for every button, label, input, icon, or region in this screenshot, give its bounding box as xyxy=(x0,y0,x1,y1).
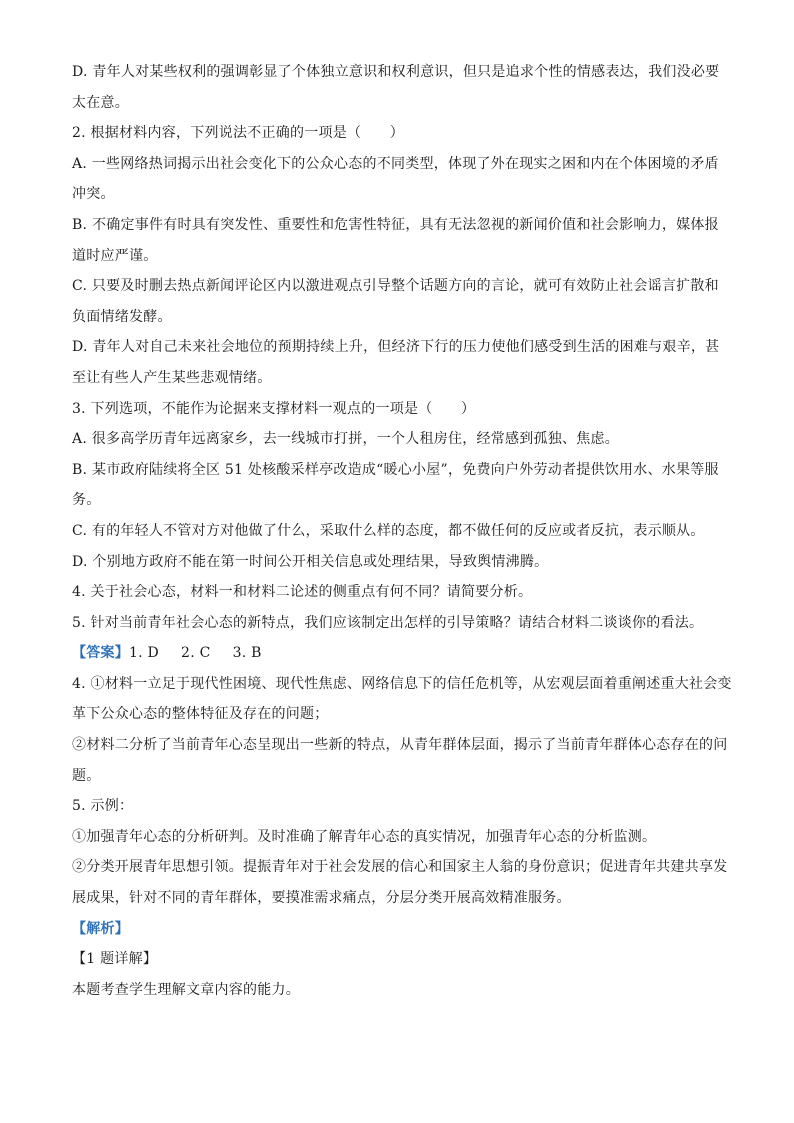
text-line: 太在意。 xyxy=(72,94,129,111)
answer-1: 1. D xyxy=(129,645,160,662)
analysis-label: 【解析】 xyxy=(72,920,129,937)
question-4: 4. 关于社会心态，材料一和材料二论述的侧重点有何不同？请简要分析。 xyxy=(72,584,533,601)
text-line: 题。 xyxy=(72,767,101,784)
text-line: D. 青年人对某些权利的强调彰显了个体独立意识和权利意识，但只是追求个性的情感表达，我们没必要 xyxy=(72,64,720,80)
answer-2: 2. C xyxy=(181,645,211,662)
answer-3: 3. B xyxy=(232,645,262,662)
text-line: 至让有些人产生某些悲观情绪。 xyxy=(72,369,272,386)
text-line: 展成果，针对不同的青年群体，要摸准需求痛点，分层分类开展高效精准服务。 xyxy=(72,890,571,907)
detail-heading: 【1 题详解】 xyxy=(72,951,158,968)
text-line: 道时应严谨。 xyxy=(72,247,158,264)
text-line: B. 不确定事件有时具有突发性、重要性和危害性特征，具有无法忽视的新闻价值和社会影响力，媒体报 xyxy=(72,216,719,233)
text-line: 4. ①材料一立足于现代性困境、现代性焦虑、网络信息下的信任危机等，从宏观层面着重阐述重大社会变 xyxy=(72,675,732,692)
question-3: 3. 下列选项，不能作为论据来支撑材料一观点的一项是（ ） xyxy=(72,400,476,417)
text-line: 5. 示例： xyxy=(72,798,134,815)
question-5: 5. 针对当前青年社会心态的新特点，我们应该制定出怎样的引导策略？请结合材料二谈谈你的看法。 xyxy=(72,614,704,631)
document-page xyxy=(72,62,732,1010)
text-line: B. 某市政府陆续将全区 51 处核酸采样亭改造成“暖心小屋”，免费向户外劳动者提供饮用水、水果等服 xyxy=(72,461,719,478)
answer-label: 【答案】 xyxy=(72,645,129,662)
text-line: C. 只要及时删去热点新闻评论区内以激进观点引导整个话题方向的言论，就可有效防止社会谣言扩散和 xyxy=(72,278,719,295)
question-2: 2. 根据材料内容，下列说法不正确的一项是（ ） xyxy=(72,125,405,142)
text-line: 革下公众心态的整体特征及存在的问题； xyxy=(72,706,329,723)
text-line: A. 很多高学历青年远离家乡，去一线城市打拼，一个人租房住，经常感到孤独、焦虑。 xyxy=(72,431,620,448)
text-line: D. 青年人对自己未来社会地位的预期持续上升，但经济下行的压力使他们感受到生活的困难与艰辛，甚 xyxy=(72,339,720,356)
text-line: 冲突。 xyxy=(72,186,115,203)
text-line: A. 一些网络热词揭示出社会变化下的公众心态的不同类型，体现了外在现实之困和内在个体困境的矛盾 xyxy=(72,155,719,172)
text-line: ②分类开展青年思想引领。提振青年对于社会发展的信心和国家主人翁的身份意识；促进青年共建共享发 xyxy=(72,859,728,876)
text-line: ①加强青年心态的分析研判。及时准确了解青年心态的真实情况，加强青年心态的分析监测。 xyxy=(72,828,657,845)
text-line: ②材料二分析了当前青年心态呈现出一些新的特点，从青年群体层面，揭示了当前青年群体心态存在的问 xyxy=(72,737,728,754)
text-line: 本题考查学生理解文章内容的能力。 xyxy=(72,981,300,998)
text-line: 务。 xyxy=(72,492,101,509)
analysis-heading xyxy=(72,919,722,939)
text-line: 负面情绪发酵。 xyxy=(72,308,172,325)
answer-line xyxy=(72,643,722,663)
text-line: D. 个别地方政府不能在第一时间公开相关信息或处理结果，导致舆情沸腾。 xyxy=(72,553,549,570)
text-line: C. 有的年轻人不管对方对他做了什么，采取什么样的态度，都不做任何的反应或者反抗，表示顺从。 xyxy=(72,522,705,539)
